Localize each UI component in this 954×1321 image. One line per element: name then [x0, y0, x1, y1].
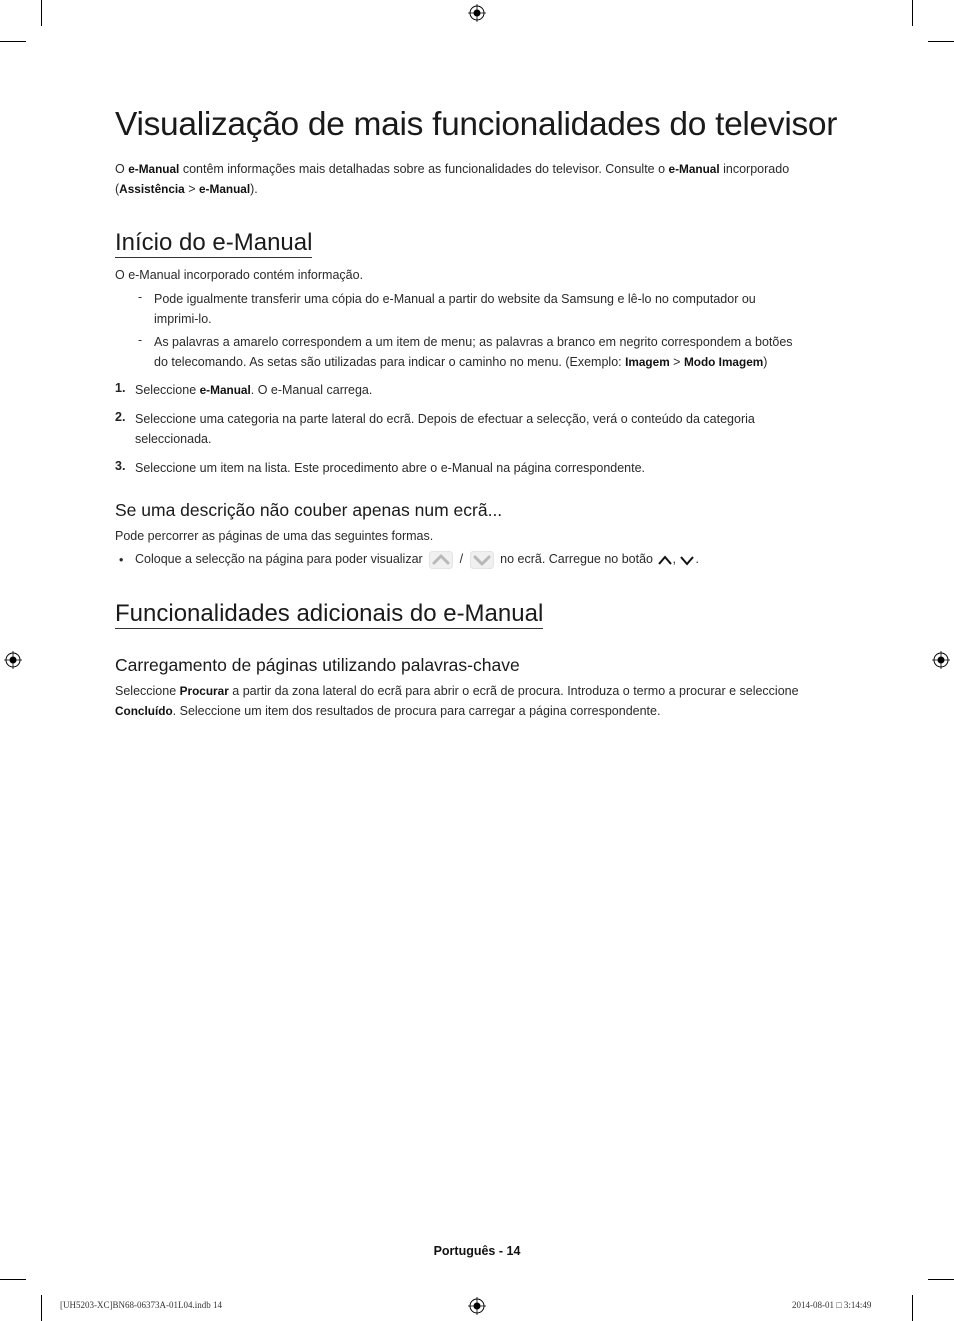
dash-item-line: imprimi-lo. [154, 311, 212, 326]
crop-mark [928, 41, 954, 42]
step-emanual-term: e-Manual [199, 383, 251, 397]
intro-line-2 [115, 180, 845, 200]
keyword-line-1 [115, 682, 799, 702]
bullet-marker: • [119, 553, 124, 567]
step-text: . O e-Manual carrega. [250, 383, 373, 397]
step-text: Seleccione [135, 383, 200, 397]
subsection-heading-palavras-chave: Carregamento de páginas utilizando palavras-chave [115, 655, 520, 675]
bullet-text: , [672, 552, 676, 566]
chevron-up-icon [657, 554, 673, 566]
page-number: Português - 14 [433, 1244, 521, 1258]
step-text: seleccionada. [135, 431, 212, 446]
menu-path-emanual: e-Manual [199, 181, 251, 196]
crop-mark [912, 1295, 913, 1321]
intro-text: ). [250, 181, 258, 196]
step-3: Seleccione um item na lista. Este procedimento abre o e-Manual na página correspondente. [135, 461, 646, 475]
keyword-paragraph [115, 682, 799, 721]
dash-item-line [154, 353, 793, 373]
intro-paragraph [115, 160, 845, 199]
page-title: Visualização de mais funcionalidades do televisor [115, 106, 838, 143]
crop-mark [41, 0, 42, 26]
dash-marker: - [138, 333, 143, 347]
step-1 [135, 381, 372, 401]
intro-text: ( [115, 181, 120, 196]
bullet-text: / [459, 552, 464, 566]
keyword-text: . Seleccione um item dos resultados de procura para carregar a página correspondente. [172, 703, 661, 718]
dash-item-2 [154, 333, 793, 372]
section-heading-inicio [115, 229, 312, 257]
menu-path-imagem: Imagem [625, 354, 670, 369]
crop-mark [41, 1295, 42, 1321]
keyword-line-2 [115, 702, 799, 722]
intro-line-1 [115, 160, 845, 180]
footer-file-name: [UH5203-XC]BN68-06373A-01L04.indb 14 [60, 1300, 222, 1310]
bullet-text: . [695, 552, 699, 566]
registration-mark-icon [932, 651, 950, 669]
registration-mark-icon [468, 4, 486, 22]
step-2 [135, 410, 755, 449]
crop-mark [928, 1279, 954, 1280]
dash-marker: - [138, 290, 143, 304]
registration-mark-icon [468, 1297, 486, 1315]
step-text: Seleccione uma categoria na parte lateral do ecrã. Depois de efectuar a selecção, verá o conteúdo da categoria [135, 412, 755, 426]
dash-item-line: Pode igualmente transferir uma cópia do e-Manual a partir do website da Samsung e lê-lo no computador ou [154, 292, 756, 306]
dash-item-1 [154, 290, 756, 329]
dash-item-text: ) [763, 354, 768, 369]
intro-text: contêm informações mais detalhadas sobre as funcionalidades do televisor. Consulte o [179, 162, 669, 176]
scroll-up-button-icon [429, 551, 453, 569]
dash-item-text: > [669, 354, 684, 369]
intro-text: O [115, 162, 129, 176]
crop-mark [912, 0, 913, 26]
section-heading-funcionalidades [115, 600, 543, 628]
intro-emanual-term: e-Manual [128, 162, 180, 176]
scroll-down-button-icon [470, 551, 494, 569]
menu-path-modo-imagem: Modo Imagem [683, 354, 764, 369]
dash-item-line: As palavras a amarelo correspondem a um item de menu; as palavras a branco em negrito correspondem a botões [154, 335, 793, 349]
dash-item-text: do telecomando. As setas são utilizadas para indicar o caminho no menu. (Exemplo: [154, 354, 626, 369]
menu-term-procurar: Procurar [179, 684, 229, 698]
chevron-down-icon [679, 554, 695, 566]
subsection-lead: Pode percorrer as páginas de uma das seguintes formas. [115, 529, 434, 543]
step-number: 2. [115, 410, 126, 424]
section1-lead: O e-Manual incorporado contém informação. [115, 268, 364, 282]
keyword-text: a partir da zona lateral do ecrã para abrir o ecrã de procura. Introduza o termo a procurar e seleccione [228, 684, 799, 698]
intro-text: incorporado [719, 162, 790, 176]
crop-mark [0, 41, 26, 42]
bullet-text: no ecrã. Carregue no botão [500, 552, 654, 566]
section-heading-text: Funcionalidades adicionais do e-Manual [115, 600, 544, 627]
menu-term-concluido: Concluído [115, 703, 173, 718]
keyword-text: Seleccione [115, 684, 180, 698]
intro-emanual-term: e-Manual [668, 162, 720, 176]
step-number: 1. [115, 381, 126, 395]
menu-path-assistencia: Assistência [119, 181, 185, 196]
registration-mark-icon [4, 651, 22, 669]
bullet-item [135, 550, 699, 570]
step-number: 3. [115, 459, 126, 473]
footer-timestamp: 2014-08-01 □ 3:14:49 [792, 1300, 872, 1310]
subsection-heading-descricao: Se uma descrição não couber apenas num ecrã... [115, 500, 503, 520]
crop-mark [0, 1279, 26, 1280]
bullet-text: Coloque a selecção na página para poder visualizar [135, 552, 423, 566]
intro-text: > [184, 181, 199, 196]
section-heading-text: Início do e-Manual [115, 229, 313, 256]
